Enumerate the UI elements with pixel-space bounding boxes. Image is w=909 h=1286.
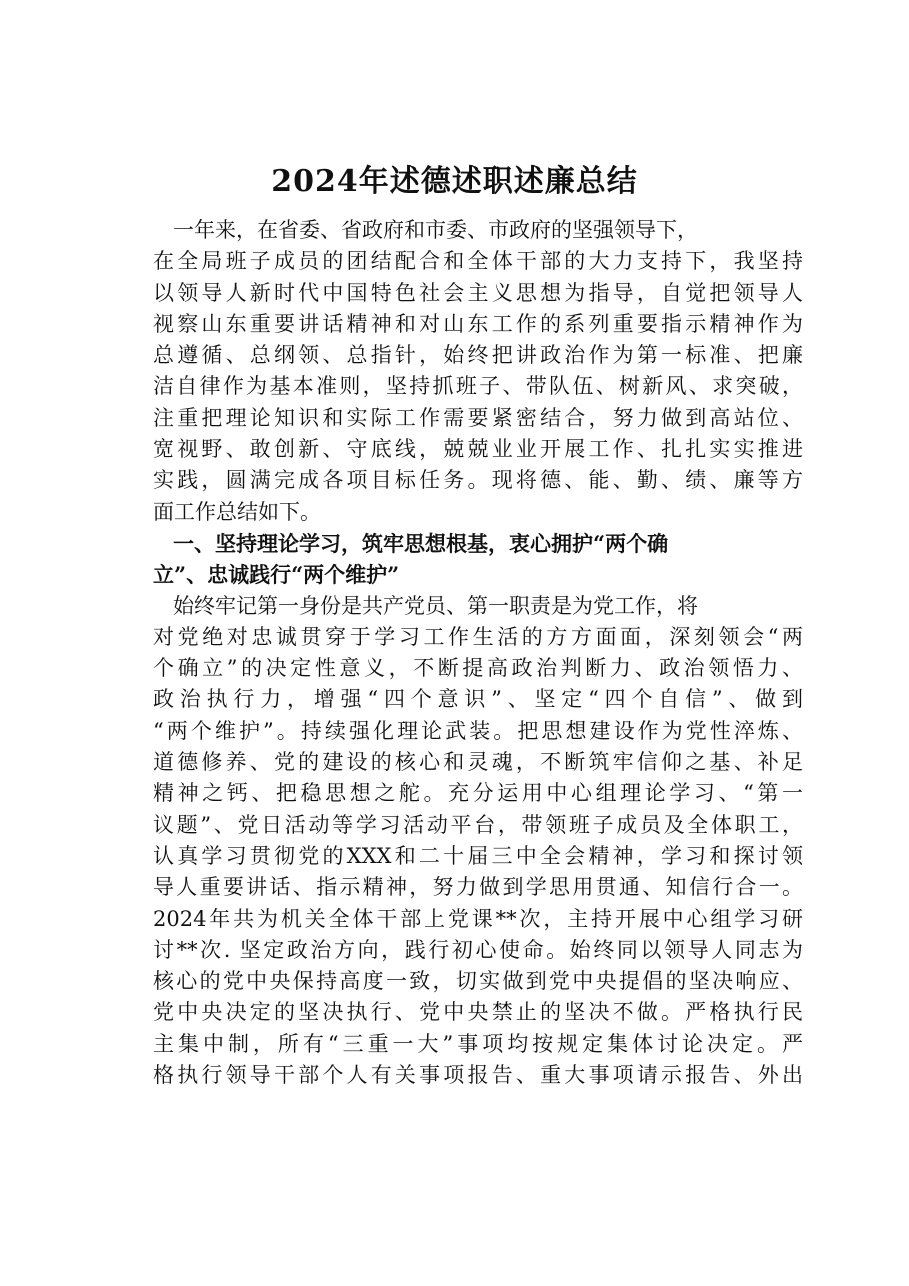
text-line: 议题”、党日活动等学习活动平台，带领班子成员及全体职工，: [153, 812, 803, 837]
text-line: 注重把理论知识和实际工作需要紧密结合，努力做到高站位、: [153, 405, 803, 430]
text-line: 格执行领导干部个人有关事项报告、重大事项请示报告、外出: [153, 1063, 803, 1088]
text-line: 核心的党中央保持高度一致，切实做到党中央提倡的坚决响应、: [153, 969, 803, 994]
text-line: 一年来，在省委、省政府和市委、市政府的坚强领导下，: [173, 218, 698, 242]
paragraph-intro: [153, 215, 803, 528]
text-line: 2024年共为机关全体干部上党课**次，主持开展中心组学习研: [153, 906, 803, 931]
document-body: [153, 215, 803, 1091]
text-line: 认真学习贯彻党的XXX和二十届三中全会精神，学习和探讨领: [153, 843, 803, 868]
section-heading-1: [153, 528, 803, 591]
text-line: 以领导人新时代中国特色社会主义思想为指导，自觉把领导人: [153, 280, 803, 305]
text-line: 个确立”的决定性意义，不断提高政治判断力、政治领悟力、: [153, 656, 803, 681]
document-title: 2024年述德述职述廉总结: [271, 164, 638, 199]
text-line: 洁自律作为基本准则，坚持抓班子、带队伍、树新风、求突破，: [153, 374, 803, 399]
text-line: 视察山东重要讲话精神和对山东工作的系列重要指示精神作为: [153, 311, 803, 336]
heading-line: 立”、忠诚践行“两个维护”: [153, 562, 400, 588]
paragraph-section-1: [153, 591, 803, 1092]
text-line: 对党绝对忠诚贯穿于学习工作生活的方方面面，深刻领会“两: [153, 624, 803, 649]
text-line: 始终牢记第一身份是共产党员、第一职责是为党工作，将: [173, 593, 698, 618]
text-line: 实践，圆满完成各项目标任务。现将德、能、勤、绩、廉等方: [153, 468, 803, 493]
heading-line: 一、坚持理论学习，筑牢思想根基，衷心拥护“两个确: [173, 530, 669, 556]
text-line: 导人重要讲话、指示精神，努力做到学思用贯通、知信行合一。: [153, 875, 803, 900]
text-line: “两个维护”。持续强化理论武装。把思想建设作为党性淬炼、: [153, 718, 803, 743]
text-line: 主集中制，所有“三重一大”事项均按规定集体讨论决定。严: [153, 1031, 803, 1056]
text-line: 政治执行力，增强“四个意识”、坚定“四个自信”、做到: [153, 687, 803, 712]
text-line: 讨**次. 坚定政治方向，践行初心使命。始终同以领导人同志为: [153, 937, 803, 962]
text-line: 总遵循、总纲领、总指针，始终把讲政治作为第一标准、把廉: [153, 343, 803, 368]
text-line: 在全局班子成员的团结配合和全体干部的大力支持下，我坚持: [153, 249, 803, 274]
text-line: 精神之钙、把稳思想之舵。充分运用中心组理论学习、“第一: [153, 781, 803, 806]
text-line: 党中央决定的坚决执行、党中央禁止的坚决不做。严格执行民: [153, 1000, 803, 1025]
text-line: 道德修养、党的建设的核心和灵魂，不断筑牢信仰之基、补足: [153, 750, 803, 775]
text-line: 面工作总结如下。: [153, 499, 321, 524]
text-line: 宽视野、敢创新、守底线，兢兢业业开展工作、扎扎实实推进: [153, 437, 803, 462]
